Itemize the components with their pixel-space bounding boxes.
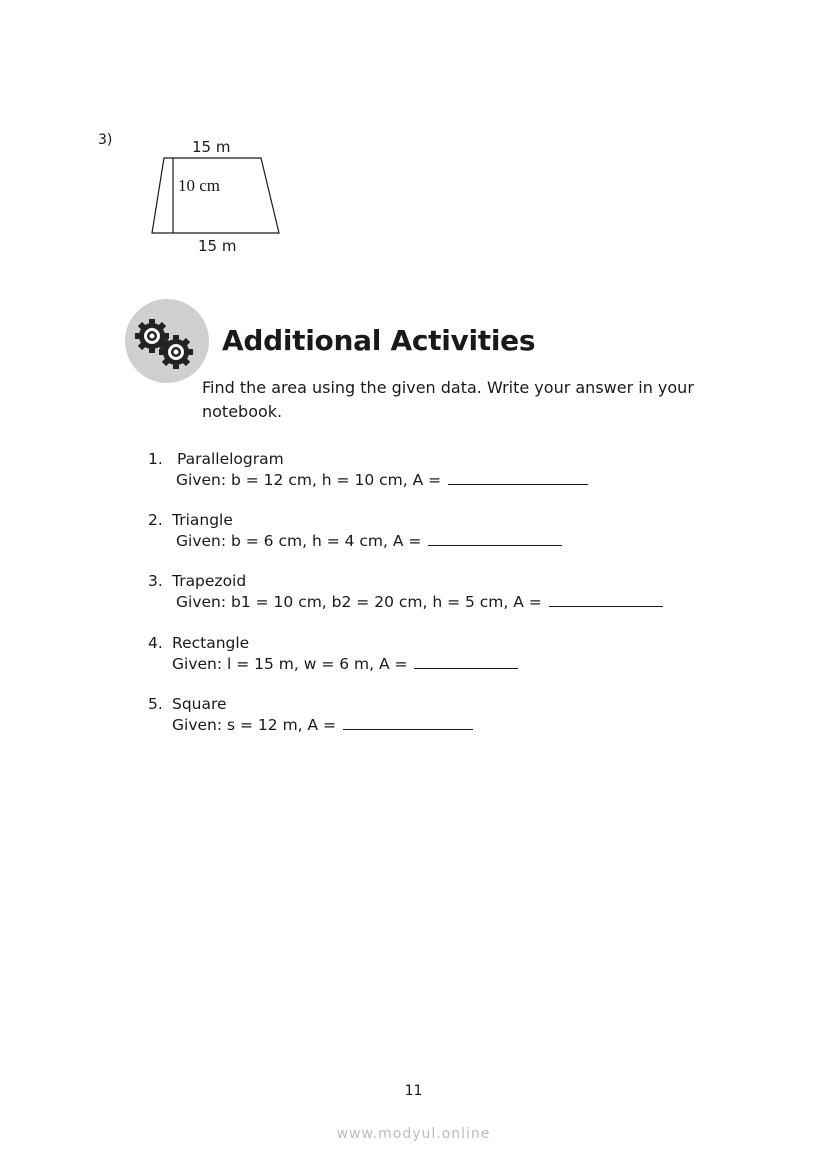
item-given: Given: l = 15 m, w = 6 m, A =: [172, 655, 413, 673]
answer-blank[interactable]: [343, 715, 473, 730]
bottom-base-label: 15 m: [198, 237, 237, 255]
answer-blank[interactable]: [448, 470, 588, 485]
height-label: 10 cm: [178, 176, 221, 195]
page-number: 11: [404, 1083, 423, 1099]
item-shape: Trapezoid: [172, 572, 247, 590]
item-shape: Parallelogram: [176, 450, 284, 468]
answer-blank[interactable]: [414, 654, 518, 669]
trapezoid-figure: [150, 138, 290, 258]
item-number: 1.: [148, 450, 163, 468]
item-shape: Square: [172, 695, 227, 713]
item-number: 2.: [148, 511, 163, 529]
problem-number: 3): [98, 132, 113, 148]
list-item: [148, 449, 588, 491]
item-shape: Triangle: [172, 511, 233, 529]
item-given: Given: s = 12 m, A =: [172, 716, 341, 734]
item-given: Given: b = 12 cm, h = 10 cm, A =: [176, 471, 447, 489]
list-item: [148, 510, 562, 552]
answer-blank[interactable]: [549, 592, 663, 607]
top-base-label: 15 m: [192, 138, 231, 156]
list-item: [148, 571, 663, 613]
item-given: Given: b1 = 10 cm, b2 = 20 cm, h = 5 cm, A =: [176, 593, 547, 611]
list-item: [148, 633, 518, 675]
instructions: Find the area using the given data. Write your answer in your notebook.: [202, 378, 694, 421]
item-given: Given: b = 6 cm, h = 4 cm, A =: [176, 532, 427, 550]
watermark: www.modyul.online: [336, 1126, 491, 1142]
gears-icon: [124, 298, 210, 388]
list-item: [148, 694, 473, 736]
answer-blank[interactable]: [428, 531, 562, 546]
item-number: 5.: [148, 695, 163, 713]
item-number: 3.: [148, 572, 163, 590]
item-number: 4.: [148, 634, 163, 652]
section-title: Additional Activities: [222, 324, 536, 357]
item-shape: Rectangle: [172, 634, 250, 652]
